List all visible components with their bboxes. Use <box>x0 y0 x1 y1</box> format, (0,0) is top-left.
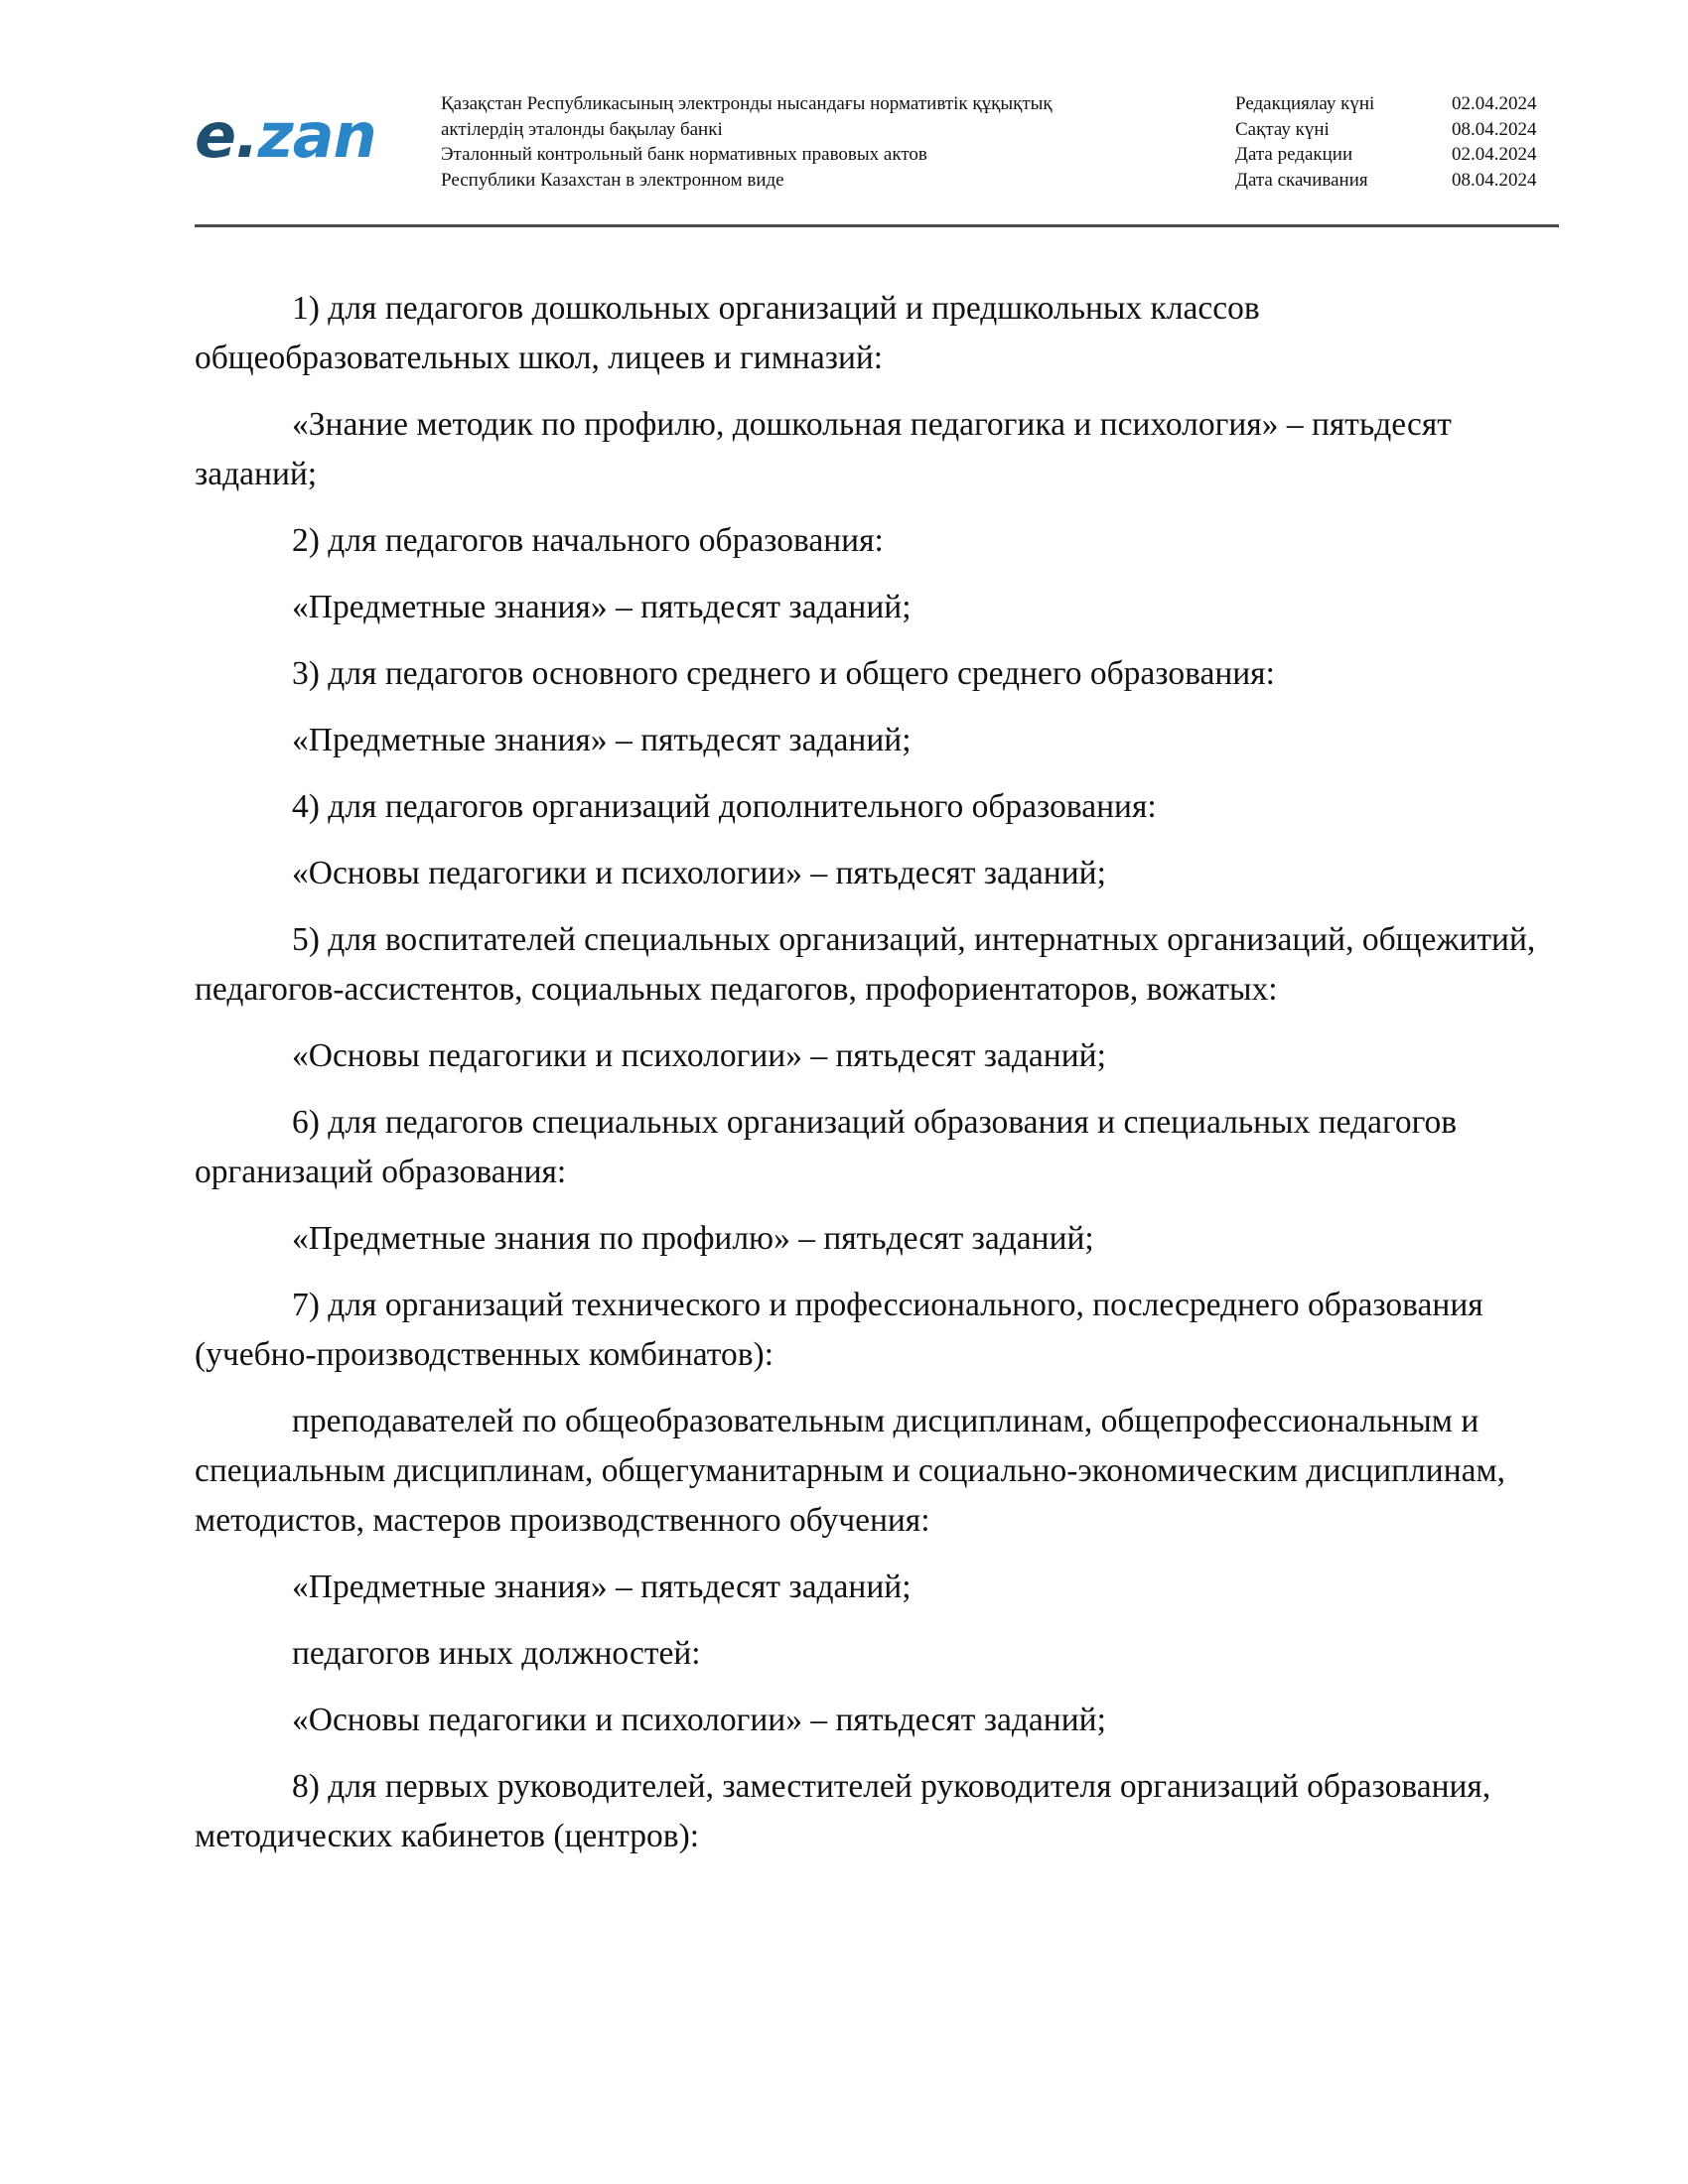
paragraph: «Знание методик по профилю, дошкольная педагогика и психология» – пятьдесят заданий; <box>195 406 1452 492</box>
logo-wordmark <box>195 101 393 171</box>
header-description-line: Қазақстан Республикасының электронды нысандағы нормативтік құқықтық <box>441 93 1053 114</box>
paragraph: преподавателей по общеобразовательным дисциплинам, общепрофессиональным и специальным дисциплинам, общегуманитарным и социально-экономическим дисциплинам, методистов, мастеров производственного обучения: <box>195 1403 1506 1539</box>
date-value: 02.04.2024 <box>1452 144 1537 165</box>
paragraph: 8) для первых руководителей, заместителей руководителя организаций образования, методических кабинетов (центров): <box>195 1768 1491 1854</box>
date-value: 02.04.2024 <box>1452 93 1537 114</box>
date-label: Редакциялау күні <box>1235 93 1375 114</box>
paragraph: 4) для педагогов организаций дополнительного образования: <box>292 788 1157 825</box>
paragraph: «Основы педагогики и психологии» – пятьдесят заданий; <box>292 855 1106 891</box>
paragraph: «Предметные знания по профилю» – пятьдесят заданий; <box>292 1220 1094 1257</box>
paragraph: «Предметные знания» – пятьдесят заданий; <box>292 722 912 758</box>
logo-part-zan: zan <box>257 99 376 172</box>
date-row-edit-ru <box>1235 142 1563 168</box>
header-divider <box>195 224 1559 227</box>
paragraph: педагогов иных должностей: <box>292 1635 701 1672</box>
paragraph: 2) для педагогов начального образования: <box>292 522 884 559</box>
date-row-download-ru <box>1235 168 1563 194</box>
paragraph: 7) для организаций технического и профессионального, послесреднего образования (учебно-производственных комбинатов): <box>195 1287 1483 1373</box>
paragraph: «Основы педагогики и психологии» – пятьдесят заданий; <box>292 1037 1106 1074</box>
paragraph: 5) для воспитателей специальных организаций, интернатных организаций, общежитий, педагогов-ассистентов, социальных педагогов, профориентаторов, вожатых: <box>195 921 1536 1008</box>
date-row-saved-kz <box>1235 117 1563 143</box>
date-value: 08.04.2024 <box>1452 169 1537 191</box>
logo-part-e: e <box>195 99 236 172</box>
date-label: Сақтау күні <box>1235 118 1330 140</box>
date-label: Дата скачивания <box>1235 169 1368 191</box>
paragraph: 3) для педагогов основного среднего и общего среднего образования: <box>292 655 1275 692</box>
header-dates <box>1235 91 1563 193</box>
paragraph: «Предметные знания» – пятьдесят заданий; <box>292 589 912 625</box>
date-value: 08.04.2024 <box>1452 118 1537 140</box>
logo-dot: . <box>235 99 258 172</box>
paragraph: 6) для педагогов специальных организаций образования и специальных педагогов организаций образования: <box>195 1104 1458 1190</box>
document-body <box>195 284 1565 1878</box>
paragraph: «Предметные знания» – пятьдесят заданий; <box>292 1569 912 1605</box>
header-description-line: Эталонный контрольный банк нормативных правовых актов <box>441 144 927 165</box>
date-row-edit-kz <box>1235 91 1563 117</box>
header-description-line: актілердің эталонды бақылау банкі <box>441 118 723 140</box>
ezan-logo[interactable] <box>195 101 393 171</box>
document-header <box>195 87 1557 224</box>
header-description <box>441 91 1136 193</box>
paragraph: «Основы педагогики и психологии» – пятьдесят заданий; <box>292 1702 1106 1738</box>
paragraph: 1) для педагогов дошкольных организаций и предшкольных классов общеобразовательных школ, лицеев и гимназий: <box>195 290 1260 376</box>
date-label: Дата редакции <box>1235 144 1353 165</box>
header-description-line: Республики Казахстан в электронном виде <box>441 169 784 191</box>
